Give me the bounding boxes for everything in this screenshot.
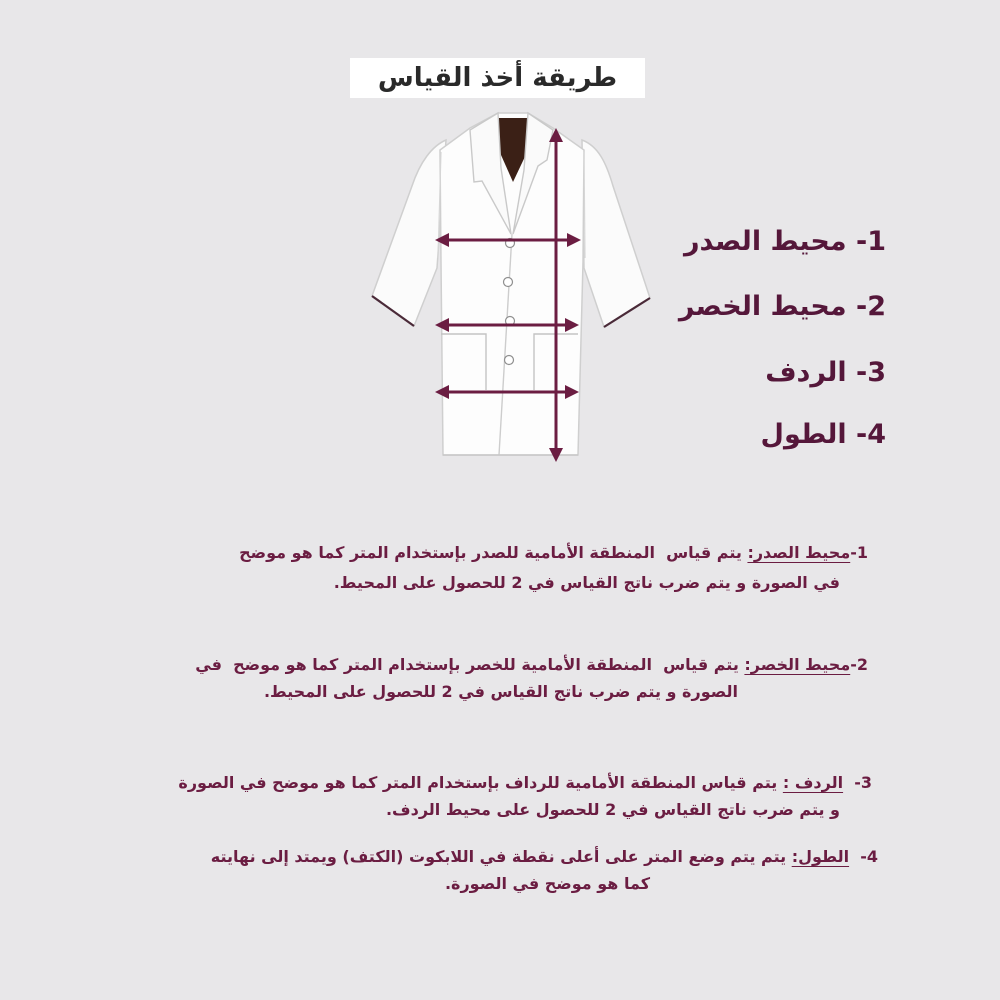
instruction-term: الطول: — [791, 847, 850, 866]
instruction-waist-line-1 — [195, 654, 868, 676]
button-icon — [505, 356, 514, 365]
instruction-text: يتم قياس المنطقة الأمامية للصدر بإستخدام المتر كما هو موضح — [239, 543, 742, 562]
instruction-text: يتم قياس المنطقة الأمامية للخصر بإستخدام المتر كما هو موضح في — [195, 655, 739, 674]
instruction-waist-line-2: الصورة و يتم ضرب ناتج القياس في 2 للحصول على المحيط. — [263, 682, 738, 701]
instruction-number: 3- — [843, 773, 872, 792]
left-sleeve — [372, 140, 446, 326]
instruction-chest-line-2: في الصورة و يتم ضرب ناتج القياس في 2 للحصول على المحيط. — [333, 573, 840, 592]
instruction-number: 1- — [850, 543, 868, 562]
instruction-hip-line-2: و يتم ضرب ناتج القياس في 2 للحصول على محيط الردف. — [385, 800, 840, 819]
instruction-term: محيط الخصر: — [744, 655, 851, 674]
label-hip: 3- الردف — [765, 357, 886, 388]
label-chest: 1- محيط الصدر — [683, 226, 886, 257]
instruction-term: الردف : — [782, 773, 844, 792]
instruction-chest-line-1 — [239, 542, 868, 564]
instruction-number: 2- — [850, 655, 868, 674]
instruction-length-line-2: كما هو موضح في الصورة. — [444, 874, 650, 893]
instruction-text: يتم قياس المنطقة الأمامية للرداف بإستخدام المتر كما هو موضح في الصورة — [178, 773, 778, 792]
instruction-length-line-1 — [211, 846, 878, 868]
page-title: طريقة أخذ القياس — [377, 63, 618, 93]
right-sleeve — [582, 140, 650, 327]
instruction-term: محيط الصدر: — [747, 543, 851, 562]
title-box — [350, 58, 645, 98]
label-waist: 2- محيط الخصر — [678, 291, 886, 322]
instruction-text: يتم يتم وضع المتر على أعلى نقطة في اللابكوت (الكتف) ويمتد إلى نهايته — [210, 847, 787, 866]
instruction-hip-line-1 — [178, 772, 872, 794]
label-length: 4- الطول — [760, 419, 886, 450]
lab-coat-icon — [360, 100, 660, 470]
instruction-number: 4- — [849, 847, 878, 866]
button-icon — [504, 278, 513, 287]
